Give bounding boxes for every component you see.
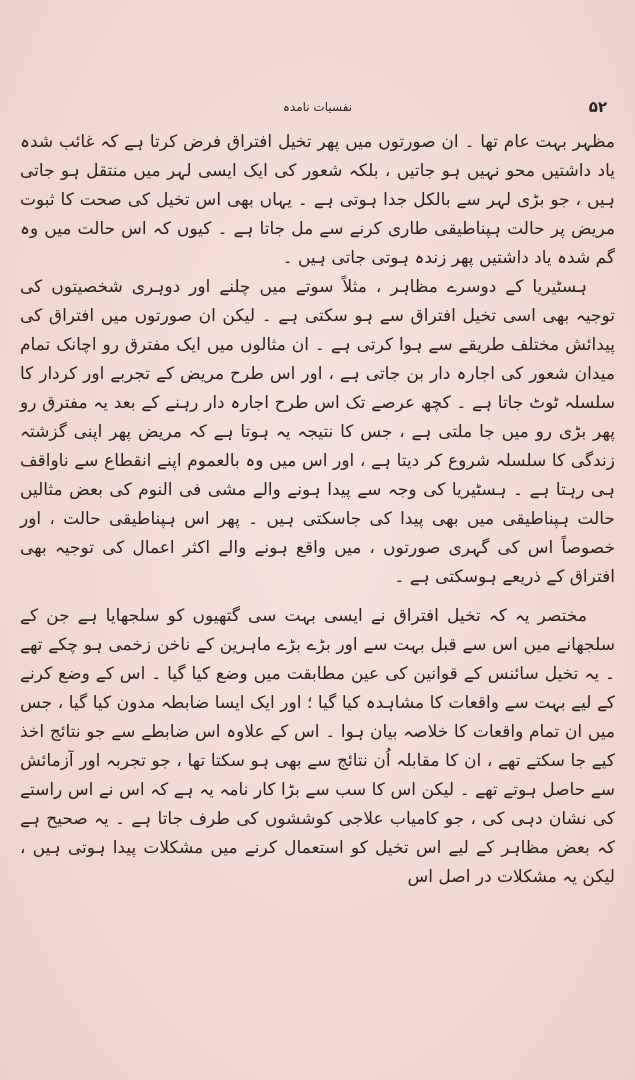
body-text xyxy=(20,128,615,892)
page-header xyxy=(20,98,615,122)
paragraph: مظہر بہت عام تھا ۔ ان صورتوں میں پھر تخیل افتراق فرض کرتا ہے کہ غائب شدہ یاد داشتیں محو نہیں ہو جاتیں ، بلکہ شعور کی ایک ایسی لہر میں منتقل ہو جاتی ہیں ، جو بڑی لہر سے بالکل جدا ہوتی ہے ۔ یہاں بھی اس تخیل کی صحت کا ثبوت مریض پر حالت ہپناطیقی طاری کرنے سے مل جاتا ہے ۔ کیوں کہ اس حالت میں وہ گم شدہ یاد داشتیں پھر زندہ ہوتی جاتی ہیں ۔ xyxy=(20,132,615,268)
running-title: نفسیات نامدہ xyxy=(282,100,353,114)
page-number: ۵۲ xyxy=(588,98,607,116)
paragraph: مختصر یہ کہ تخیل افتراق نے ایسی بہت سی گتھیوں کو سلجھایا ہے جن کے سلجھانے میں اس سے قبل بہت سے اور بڑے بڑے ماہرین کے ناخن زخمی ہو چکے تھے ۔ یہ تخیل سائنس کے قوانین کی عین مطابقت میں وضع کیا گیا ۔ اس کے وضع کرنے کے لیے بہت سے واقعات کا مشاہدہ کیا گیا ؛ اور ایک ایسا ضابطہ مدون کیا گیا ، جس میں ان تمام واقعات کا خلاصہ بیان ہوا ۔ اس کے علاوہ اس ضابطے سے جو نتائج اخذ کیے جا سکتے تھے ، ان کا مقابلہ اُن نتائج سے بھی ہو سکتا تھا ، جو تجربہ اور آزمائش سے حاصل ہوتے تھے ۔ لیکن اس کا سب سے بڑا کار نامہ یہ ہے کہ اس نے اس راستے کی نشان دہی کی ، جو کامیاب علاجی کوششوں کی طرف جاتا ہے ۔ یہ صحیح ہے کہ بعض مظاہر کے لیے اس تخیل کو استعمال کرنے میں مشکلات پیدا ہوتی ہیں ، لیکن یہ مشکلات در اصل اس xyxy=(20,606,615,887)
paragraph: ہسٹیریا کے دوسرے مظاہر ، مثلاً سوتے میں چلنے اور دوہری شخصیتوں کی توجیہ بھی اسی تخیل افتراق سے ہو سکتی ہے ۔ لیکن ان صورتوں میں افتراق کی پیدائش مختلف طریقے سے ہوا کرتی ہے ۔ ان مثالوں میں ایک مفترق رو اچانک تمام میدان شعور کی اجارہ دار بن جاتی ہے ، اور اس طرح مریض کے تجربے اور کردار کا سلسلہ ٹوٹ جاتا ہے ۔ کچھ عرصے تک اس طرح اجارہ دار رہنے کے بعد یہ مفترق رو پھر بڑی رو میں جا ملتی ہے ، جس کا نتیجہ یہ ہوتا ہے کہ مریض پھر اپنی گزشتہ زندگی کا سلسلہ شروع کر دیتا ہے ، اور اس میں وہ بالعموم اپنے انقطاع سے ناواقف ہی رہتا ہے ۔ ہسٹیریا کی وجہ سے پیدا ہونے والے مشی فی النوم کی بعض مثالیں حالت ہپناطیقی میں بھی پیدا کی جاسکتی ہیں ۔ پھر اس ہپناطیقی حالت ، اور خصوصاً اس کی گہری صورتوں ، میں واقع ہونے والے اکثر اعمال کی توجیہ بھی افتراق کے ذریعے ہوسکتی ہے ۔ xyxy=(20,277,615,587)
